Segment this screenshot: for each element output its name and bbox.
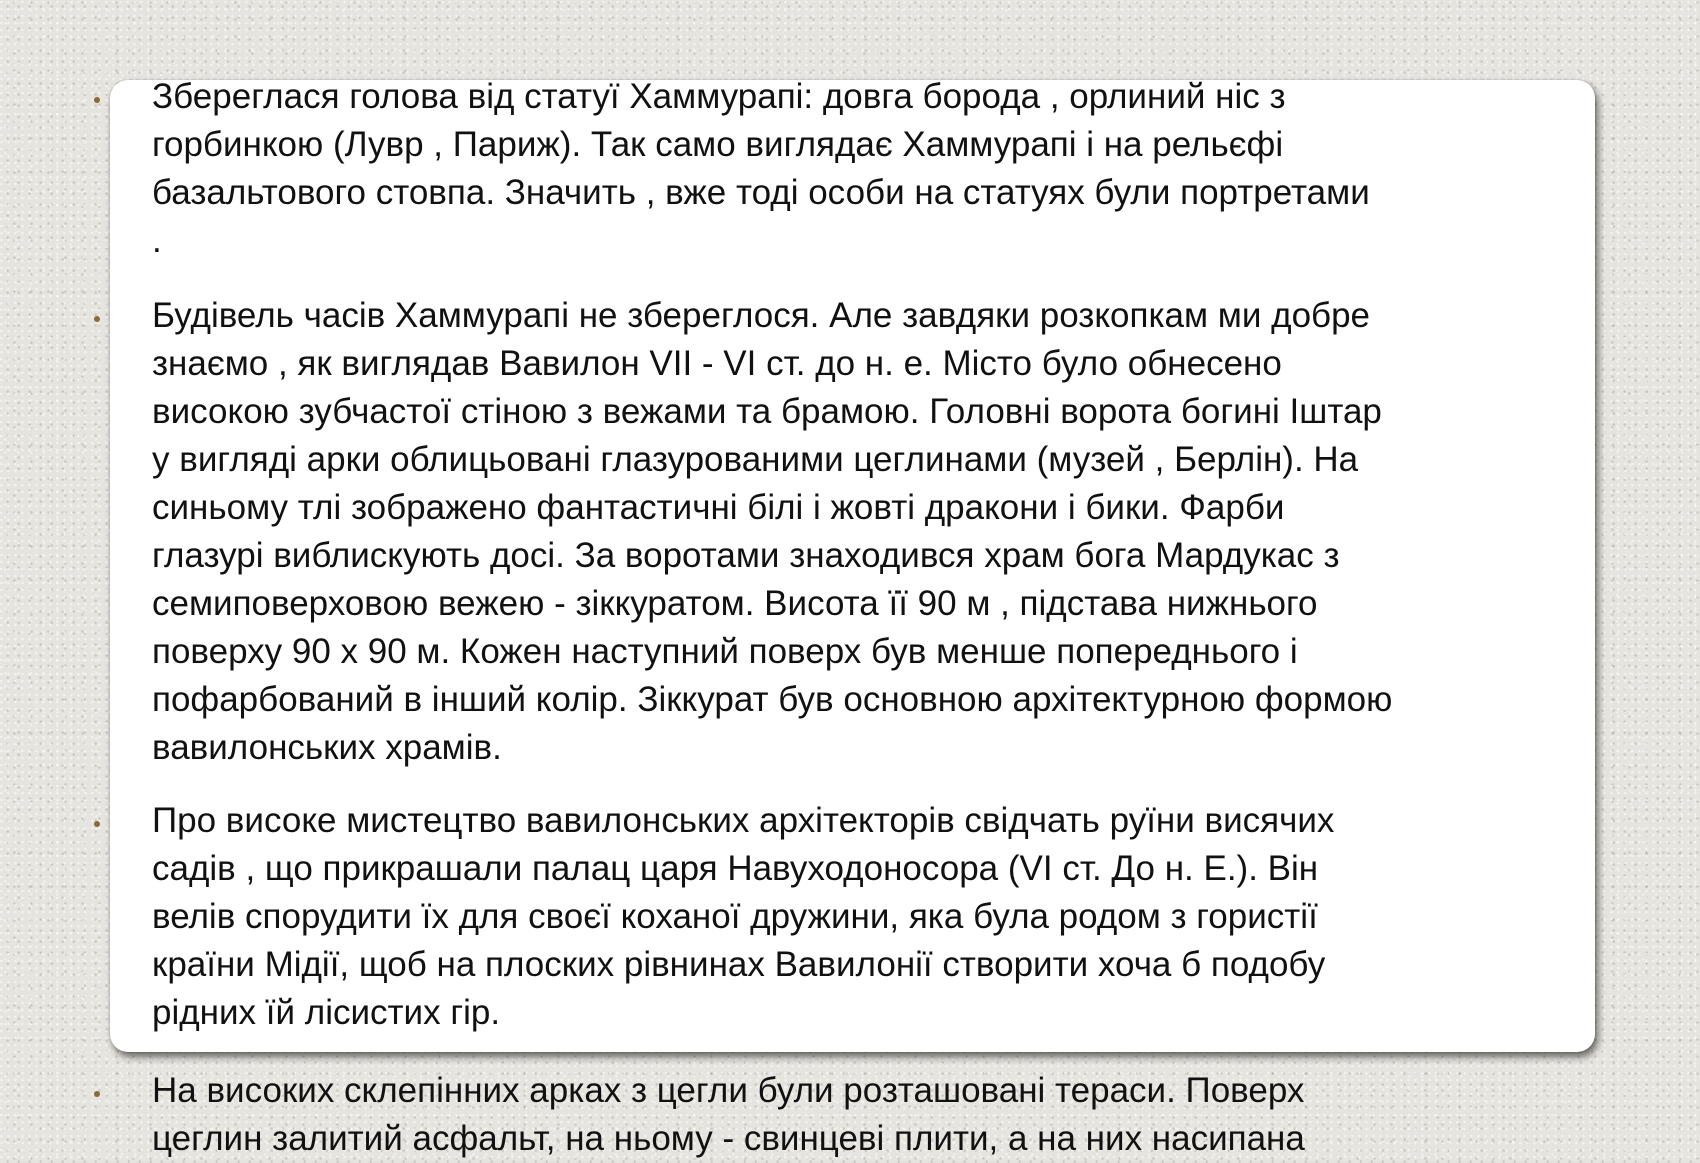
bullet-text: Про високе мистецтво вавилонських архітекторів свідчать руїни висячих садів , що прикрашали палац царя Навуходоносора (VI ст. До н. Е.). Він велів спорудити їх для своєї коханої дружини, яка була родом з гористії країни Мідії, щоб на плоских рівнинах Вавилонії створити хоча б подобу рідних їй лісистих гір. [152,801,1335,1032]
bullet-text: Будівель часів Хаммурапі не збереглося. Але завдяки розкопкам ми добре знаємо , як виглядав Вавилон VII - VI ст. до н. е. Місто було обнесено високою зубчастої стіною з вежами та брамою. Головні ворота богині Іштар у вигляді арки облицьовані глазурованими цеглинами (музей , Берлін). На синьому тлі зображено фантастичні білі і жовті дракони і бики. Фарби глазурі виблискують досі. За воротами знаходився храм бога Мардукас з семиповерховою вежею - зіккуратом. Висота її 90 м , підстава нижнього поверху 90 х 90 м. Кожен наступний поверх був менше попереднього і пофарбований в інший колір. Зіккурат був основною архітектурною формою вавилонських храмів. [152,296,1393,767]
bullet-dot-icon [94,821,100,827]
bullet-text: На високих склепінних арках з цегли були розташовані тераси. Поверх цеглин залитий асфальт, на ньому - свинцеві плити, а на них насипана [152,1071,1305,1158]
bullet-text: Збереглася голова від статуї Хаммурапі: довга борода , орлиний ніс з горбинкою (Лувр , Париж). Так само виглядає Хаммурапі і на рельєфі базальтового стовпа. Значить , вже тоді особи на статуях були портретами . [152,77,1370,260]
bullet-dot-icon [94,1091,100,1097]
bullet-dot-icon [94,97,100,103]
bullet-dot-icon [94,316,100,322]
